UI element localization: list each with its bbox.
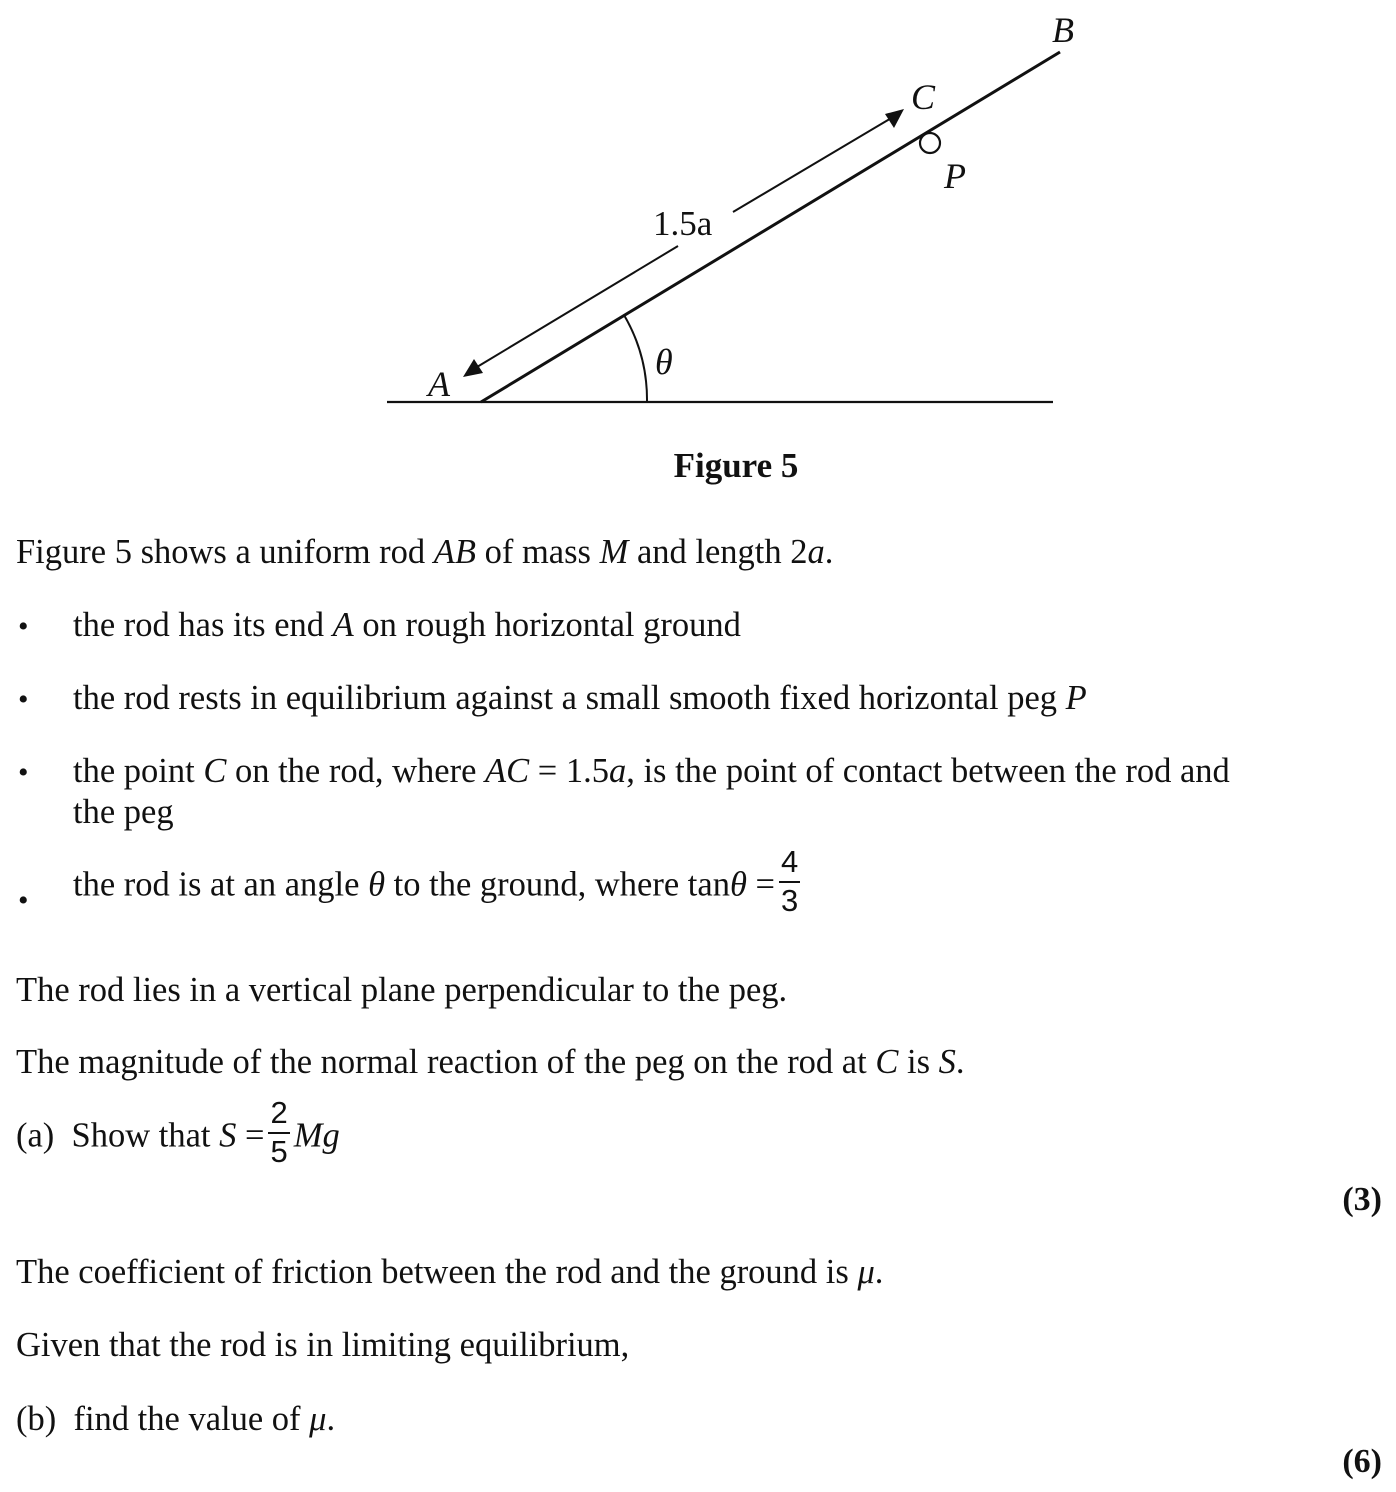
given-paragraph: Given that the rod is in limiting equilibrium,: [16, 1326, 630, 1364]
arrowhead-c: [885, 109, 904, 128]
rod-line: [481, 52, 1060, 402]
dimension-line-lower: [477, 246, 678, 367]
normal-paragraph: The magnitude of the normal reaction of the peg on the rod at C is S.: [16, 1043, 965, 1081]
peg-circle: [920, 133, 940, 153]
bullet-3-text: the point C on the rod, where AC = 1.5a, is the point of contact between the rod and the peg: [73, 752, 1230, 832]
label-P: P: [944, 156, 966, 196]
bullet-3-dot: •: [18, 756, 29, 789]
fraction-s: $\frac{2}{5}$: [270, 1095, 288, 1169]
label-C: C: [911, 77, 936, 117]
figure-5: [0, 0, 1396, 500]
bullet-4-dot: •: [18, 884, 29, 917]
part-a-marks: (3): [1342, 1181, 1382, 1218]
plane-paragraph: The rod lies in a vertical plane perpendicular to the peg.: [16, 971, 788, 1009]
fraction-tan: $\frac{4}{3}$: [781, 844, 799, 918]
label-B: B: [1052, 10, 1074, 50]
bullet-4-text: the rod is at an angle θ to the ground, where tanθ = $\frac{4}{3}$: [73, 844, 799, 918]
intro-paragraph: Figure 5 shows a uniform rod AB of mass M and length 2a.: [16, 533, 834, 571]
label-dimension: 1.5a: [653, 204, 713, 243]
bullet-1-text: the rod has its end A on rough horizontal ground: [73, 606, 741, 644]
figure-caption: Figure 5: [673, 446, 799, 485]
label-theta: θ: [655, 342, 673, 382]
part-a: (a) Show that S = $\frac{2}{5}$ Mg: [16, 1095, 340, 1169]
arrowhead-a: [463, 359, 483, 377]
bullet-2-dot: •: [18, 683, 29, 716]
angle-arc: [624, 315, 647, 402]
bullet-1-dot: •: [18, 610, 29, 643]
part-b-marks: (6): [1342, 1443, 1382, 1480]
figure-diagram: [0, 0, 1396, 500]
label-A: A: [428, 364, 450, 404]
dimension-line-upper: [733, 117, 893, 212]
part-b: (b) find the value of μ.: [16, 1400, 336, 1438]
bullet-2-text: the rod rests in equilibrium against a small smooth fixed horizontal peg P: [73, 679, 1087, 717]
friction-paragraph: The coefficient of friction between the rod and the ground is μ.: [16, 1253, 884, 1291]
